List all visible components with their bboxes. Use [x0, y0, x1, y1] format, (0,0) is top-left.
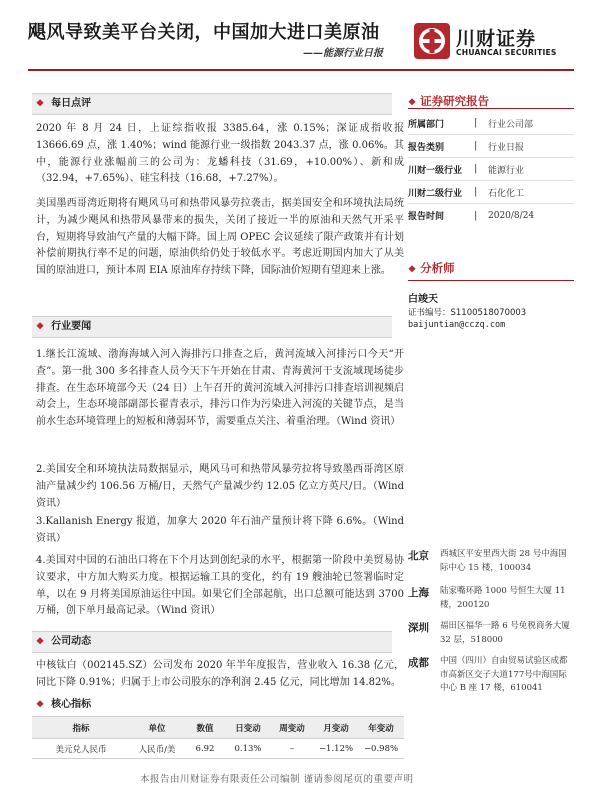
column-header: 年变动	[358, 717, 404, 739]
column-header: 数值	[184, 717, 226, 739]
company-logo	[414, 23, 574, 63]
diamond-bullet-icon: ❖	[36, 700, 45, 710]
office-address: 福田区福华一路 6 号免税商务大厦 32 层，518000	[440, 621, 570, 645]
office-city: 北京	[408, 550, 429, 562]
metric-year-change: −0.98%	[358, 739, 404, 759]
diamond-bullet-icon: ❖	[36, 99, 45, 109]
header-divider	[28, 69, 574, 71]
office-city: 上海	[408, 587, 429, 599]
report-title: 飓风导致美平台关闭，中国加大进口美原油	[28, 22, 380, 43]
info-separator: |	[474, 210, 478, 221]
info-row-department	[408, 112, 574, 135]
office-address: 西城区平安里西大街 28 号中海国际中心 15 楼，100034	[440, 549, 567, 573]
info-separator: |	[474, 164, 478, 174]
column-header: 日变动	[226, 717, 270, 739]
section-daily-review	[32, 93, 392, 115]
info-row-report-date	[408, 204, 574, 227]
industry-news-item-3: 3.Kallanish Energy 报道，加拿大 2020 年石油产量预计将下降 6.6%。（Wind 资讯）	[36, 516, 404, 544]
metric-unit: 人民币/美	[130, 739, 184, 759]
logo-english-text: CHUANCAI SECURITIES	[456, 48, 557, 57]
key-metrics-header-row	[32, 717, 404, 739]
industry-news-item-2: 2.美国安全和环境执法局数据显示，飓风马可和热带风暴劳拉将导致墨西哥湾区原油产量减少约 106.56 万桶/日，天然气产量减少约 12.05 亿立方英尺/日。（Wind 资讯）	[36, 464, 404, 509]
info-label: 所属部门	[408, 119, 445, 130]
diamond-bullet-icon: ❖	[36, 322, 45, 332]
office-address: 中国（四川）自由贸易试验区成都市高新区交子大道177号中海国际中心 B 座 17 楼，610041	[440, 656, 568, 694]
industry-news-item-4: 4.美国对中国的石油出口将在下个月达到创纪录的水平，根据第一阶段中美贸易协议要求，中方加大购买力度。根据运输工具的变化，约有 19 艘油轮已签署临时定单，以在 9 月将美国原油运往中国。如果它们全部起航，出口总额可能达到 3700 万桶，创下单月最高记录。（Wind 资讯）	[36, 555, 404, 617]
info-value: 行业日报	[488, 142, 525, 153]
metric-week-change: –	[270, 739, 314, 759]
info-label: 报告时间	[408, 212, 445, 222]
info-row-industry-l1	[408, 158, 574, 181]
chuancai-logo-icon	[414, 23, 450, 59]
report-subtitle: ——能源行业日报	[303, 48, 383, 59]
info-separator: |	[474, 118, 478, 128]
daily-review-paragraph-1: 2020 年 8 月 24 日，上证综指收报 3385.64，涨 0.15%；深证成指收报 13666.69 点，涨 1.40%；wind 能源行业一级指数 2043.37 点，涨 0.06%。其中，能源行业涨幅前三的公司为：龙蟠科技（31.69，+10.00%）、新和成（32.94，+7.65%）、硅宝科技（16.68，+7.27%）。	[36, 123, 404, 185]
sidebar-analyst-heading	[408, 260, 455, 276]
office-city: 成都	[408, 657, 429, 669]
report-info-table	[408, 112, 574, 227]
diamond-bullet-icon: ❖	[36, 637, 45, 647]
section-industry-news-heading: 行业要闻	[51, 321, 92, 332]
info-value: 石化化工	[488, 188, 525, 199]
info-separator: |	[474, 141, 478, 151]
info-value: 2020/8/24	[488, 210, 535, 221]
info-separator: |	[474, 187, 478, 197]
info-value: 行业公司部	[488, 119, 534, 130]
diamond-bullet-icon: ❖	[408, 265, 417, 275]
metric-name: 美元兑人民币	[32, 739, 130, 759]
daily-review-paragraph-2: 美国墨西哥湾近期将有飓风马可和热带风暴劳拉袭击，据美国安全和环境执法局统计，为减少飓风和热带风暴带来的损失，关闭了接近一半的原油和天然气开采平台，短期将导致油气产量的大幅下降。国上周 OPEC 会议延续了限产政策并有计划补偿前期执行率不足的问题，原油供给仍处于较低水平。考虑近期国内加大了从美国的原油进口，预计本周 EIA 原油库存持续下降，国际油价短期有望迎来上涨。	[36, 198, 404, 277]
metric-value: 6.92	[184, 739, 226, 759]
sidebar-report-heading-text: 证券研究报告	[420, 94, 490, 108]
office-city: 深圳	[408, 622, 429, 634]
office-address: 陆家嘴环路 1000 号恒生大厦 11 楼，200120	[440, 586, 566, 610]
company-news-text: 中核钛白（002145.SZ）公司发布 2020 年半年度报告，营业收入 16.38 亿元，同比下降 0.91%；归属于上市公司股东的净利润 2.45 亿元，同比增加 14.82%。	[36, 660, 404, 688]
info-row-industry-l2	[408, 181, 574, 204]
info-label: 报告类别	[408, 142, 445, 153]
metric-month-change: −1.12%	[314, 739, 358, 759]
info-label: 川财二级行业	[408, 188, 463, 199]
section-company-news	[32, 631, 392, 653]
analyst-certificate: 证书编号：S1100518070003	[408, 308, 527, 318]
section-daily-review-heading: 每日点评	[51, 98, 92, 109]
sidebar-analyst-heading-text: 分析师	[420, 261, 455, 275]
sidebar-report-heading	[408, 93, 489, 109]
column-header: 月变动	[314, 717, 358, 739]
section-industry-news	[32, 316, 392, 338]
analyst-email[interactable]: baijuntian@cczq.com	[408, 320, 506, 330]
info-label: 川财一级行业	[408, 165, 463, 176]
table-row	[32, 739, 404, 759]
analyst-name: 白竣天	[408, 294, 438, 305]
section-company-news-heading: 公司动态	[51, 636, 92, 647]
sidebar-divider	[408, 280, 574, 281]
industry-news-item-1: 1.继长江流域、渤海海域入河入海排污口排查之后，黄河流域入河排污口今天“开查”。第一批 300 多名排查人员今天下午开始在甘肃、青海黄河干支流域现场徒步排查。在生态环境部今天（24 日）上午召开的黄河流域入河排污口排查培训视频启动会上，生态环境部副部长翟青表示，排污口作为污染进入河流的关键节点，是当前水生态环境管理上的短板和薄弱环节，需要重点关注、着重治理。（Wind 资讯）	[36, 349, 404, 428]
page-footer: 本报告由川财证券有限责任公司编制 谨请参阅尾页的重要声明	[140, 774, 414, 785]
info-row-report-type	[408, 135, 574, 158]
metric-day-change: 0.13%	[226, 739, 270, 759]
column-header: 指标	[32, 717, 130, 739]
sidebar-divider	[408, 108, 574, 109]
info-value: 能源行业	[488, 165, 525, 176]
column-header: 周变动	[270, 717, 314, 739]
logo-chinese-text: 川财证券	[456, 28, 537, 50]
key-metrics-table	[32, 716, 404, 759]
section-key-metrics-heading: 核心指标	[51, 699, 92, 710]
diamond-bullet-icon: ❖	[408, 98, 417, 108]
section-key-metrics	[32, 697, 392, 715]
column-header: 单位	[130, 717, 184, 739]
